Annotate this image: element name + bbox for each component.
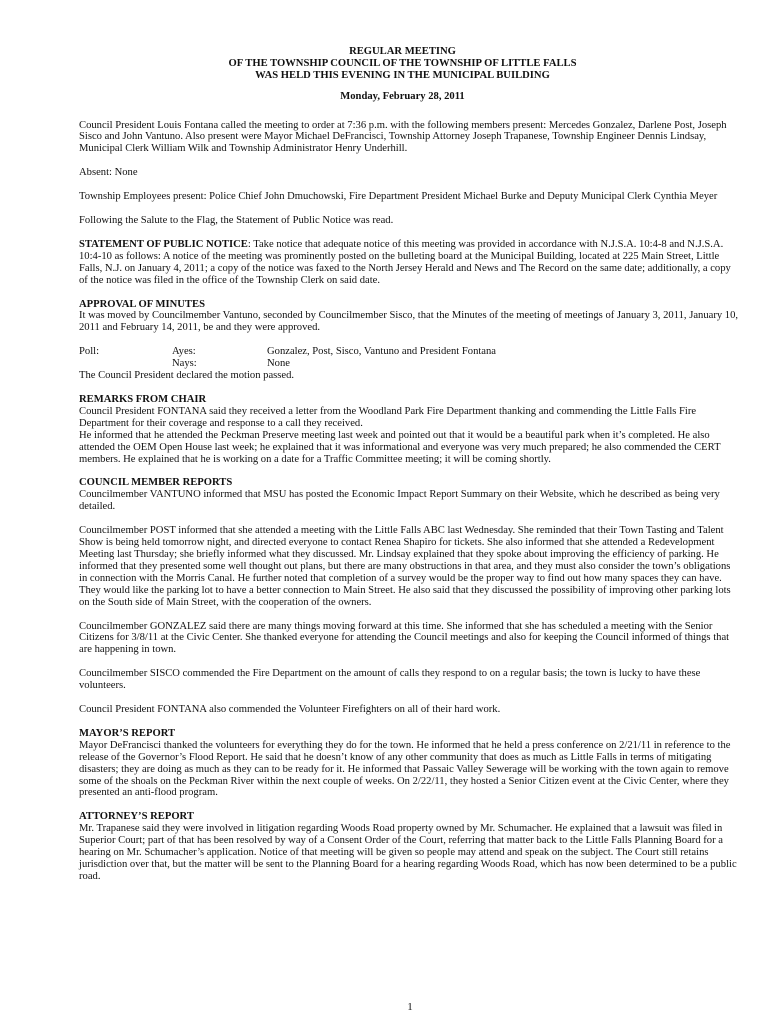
motion-declared: The Council President declared the motion passed. — [79, 370, 295, 382]
salute-paragraph: Following the Salute to the Flag, the Statement of Public Notice was read. — [79, 215, 394, 227]
attorney-section — [79, 811, 740, 882]
poll-label: Poll: — [79, 346, 100, 358]
meeting-title — [65, 46, 740, 83]
intro-paragraph: Council President Louis Fontana called the meeting to order at 7:36 p.m. with the following members present: Mercedes Gonzalez, Darlene Post, Joseph Sisco and John Vantuno. Also present were Mayor Michael DeFrancisci, Township Attorney Joseph Trapanese, Township Engineer Dennis Lindsay, Municipal Clerk William Wilk and Township Administrator Henry Underhill. — [79, 119, 727, 155]
title-line-2: OF THE TOWNSHIP COUNCIL OF THE TOWNSHIP OF LITTLE FALLS — [228, 58, 577, 70]
public-notice-text: : Take notice that adequate notice of this meeting was provided in accordance with N.J.S.A. 10:4-8 and N.J.S.A. 10:4-10 as follows: A notice of the meeting was prominently posted on the bulleting board at the Municipal Building, located at 225 Main Street, Little Falls, N.J. on January 4, 2011; a copy of the notice was faxed to the North Jersey Herald and News and The Record on the same date; additionally, a copy of the notice was filed in the office of the Township Clerk on said date. — [79, 238, 731, 286]
sisco-report: Councilmember SISCO commended the Fire Department on the amount of calls they respond to on a regular basis; the town is lucky to have these volunteers. — [79, 668, 701, 692]
public-notice-paragraph — [79, 239, 740, 287]
poll-ayes-row — [79, 346, 740, 358]
remarks-paragraph-2: He informed that he attended the Peckman Preserve meeting last week and pointed out that it would be a beautiful park when it’s completed. He also attended the OEM Open House last week; he explained that it was informational and everyone was very much prepared; he also commended the CERT members. He explained that he is working on a date for a Traffic Committee meeting; it will be coming shortly. — [79, 429, 721, 465]
attorney-text: Mr. Trapanese said they were involved in litigation regarding Woods Road property owned by Mr. Schumacher. He explained that a lawsuit was filed in Superior Court; part of that has been resolved by way of a Consent Order of the Court, referring that matter back to the Little Falls Planning Board for a hearing on Mr. Schumacher’s application. Notice of that meeting will be given so people may attend and speak on the subject. The Court still retains jurisdiction over that, but the matter will be sent to the Planning Board for a hearing regarding Woods Road, which has now been determined to be a public road. — [79, 823, 737, 882]
minutes-text: It was moved by Councilmember Vantuno, seconded by Councilmember Sisco, that the Minutes of the meeting of meetings of January 3, 2011, January 10, 2011 and February 14, 2011, be and they were approved. — [79, 310, 739, 334]
vantuno-report: Councilmember VANTUNO informed that MSU has posted the Economic Impact Report Summary on their Website, which he described as being very detailed. — [79, 489, 720, 513]
attorney-heading: ATTORNEY’S REPORT — [79, 811, 194, 823]
poll-table — [79, 346, 740, 370]
post-report: Councilmember POST informed that she attended a meeting with the Little Falls ABC last Wednesday. She reminded that their Town Tasting and Talent Show is being held tomorrow night, and directed everyone to contact Renea Shapiro for tickets. She also informed that she attended a Redevelopment Meeting last Thursday; she briefly informed what they discussed. Mr. Lindsay explained that they spoke about improving the efficiency of parking. He informed that they presented some well thought out plans, but there are many obstructions in that area, and they must also consider the town’s obligations in connection with the Morris Canal. He further noted that completion of a survey would be the proper way to find out how many spaces they can have. They would like the parking lot to have a better connection to Main Street. He also said that they discussed the possibility of improving other parking lots on the South side of Main Street, with the cooperation of the owners. — [79, 525, 731, 608]
page-number: 1 — [407, 1001, 413, 1013]
employees-paragraph: Township Employees present: Police Chief John Dmuchowski, Fire Department President Michael Burke and Deputy Municipal Clerk Cynthia Meyer — [79, 191, 718, 203]
public-notice-heading: STATEMENT OF PUBLIC NOTICE — [79, 238, 248, 250]
nays-label: Nays: — [172, 358, 197, 370]
absent-paragraph: Absent: None — [79, 167, 138, 179]
remarks-paragraph-1: Council President FONTANA said they received a letter from the Woodland Park Fire Department thanking and commending the Little Falls Fire Department for their coverage and response to a call they received. — [79, 405, 697, 429]
council-reports-heading: COUNCIL MEMBER REPORTS — [79, 477, 233, 489]
mayor-text: Mayor DeFrancisci thanked the volunteers for everything they do for the town. He informed that he held a press conference on 2/21/11 in reference to the release of the Governor’s Flood Report. He said that he doesn’t know of any other community that does as much as Little Falls in terms of mitigating disasters; they are doing as much as they can to be ready for it. He informed that Passaic Valley Sewerage will be working with the town again to remove some of the shoals on the Peckman River within the next couple of weeks. On 2/22/11, they hosted a Senior Citizen event at the Civic Center, where they presented an anti-flood program. — [79, 739, 731, 799]
title-line-1: REGULAR MEETING — [349, 46, 456, 57]
title-line-3: WAS HELD THIS EVENING IN THE MUNICIPAL BUILDING — [255, 70, 550, 82]
minutes-section — [79, 299, 740, 382]
gonzalez-report: Councilmember GONZALEZ said there are many things moving forward at this time. She informed that she has scheduled a meeting with the Senior Citizens for 3/8/11 at the Civic Center. She thanked everyone for attending the Council meetings and also for keeping the Council informed of things that are happening in town. — [79, 620, 730, 656]
remarks-section — [79, 394, 740, 465]
ayes-label: Ayes: — [172, 346, 196, 358]
minutes-heading: APPROVAL OF MINUTES — [79, 298, 205, 310]
ayes-value: Gonzalez, Post, Sisco, Vantuno and President Fontana — [267, 346, 497, 358]
council-reports-section — [79, 477, 740, 716]
meeting-date: Monday, February 28, 2011 — [340, 90, 465, 102]
mayor-section — [79, 728, 740, 799]
remarks-heading: REMARKS FROM CHAIR — [79, 394, 207, 406]
mayor-heading: MAYOR’S REPORT — [79, 727, 176, 739]
poll-nays-row — [79, 358, 740, 370]
fontana-report: Council President FONTANA also commended the Volunteer Firefighters on all of their hard work. — [79, 704, 501, 716]
nays-value: None — [267, 358, 290, 370]
